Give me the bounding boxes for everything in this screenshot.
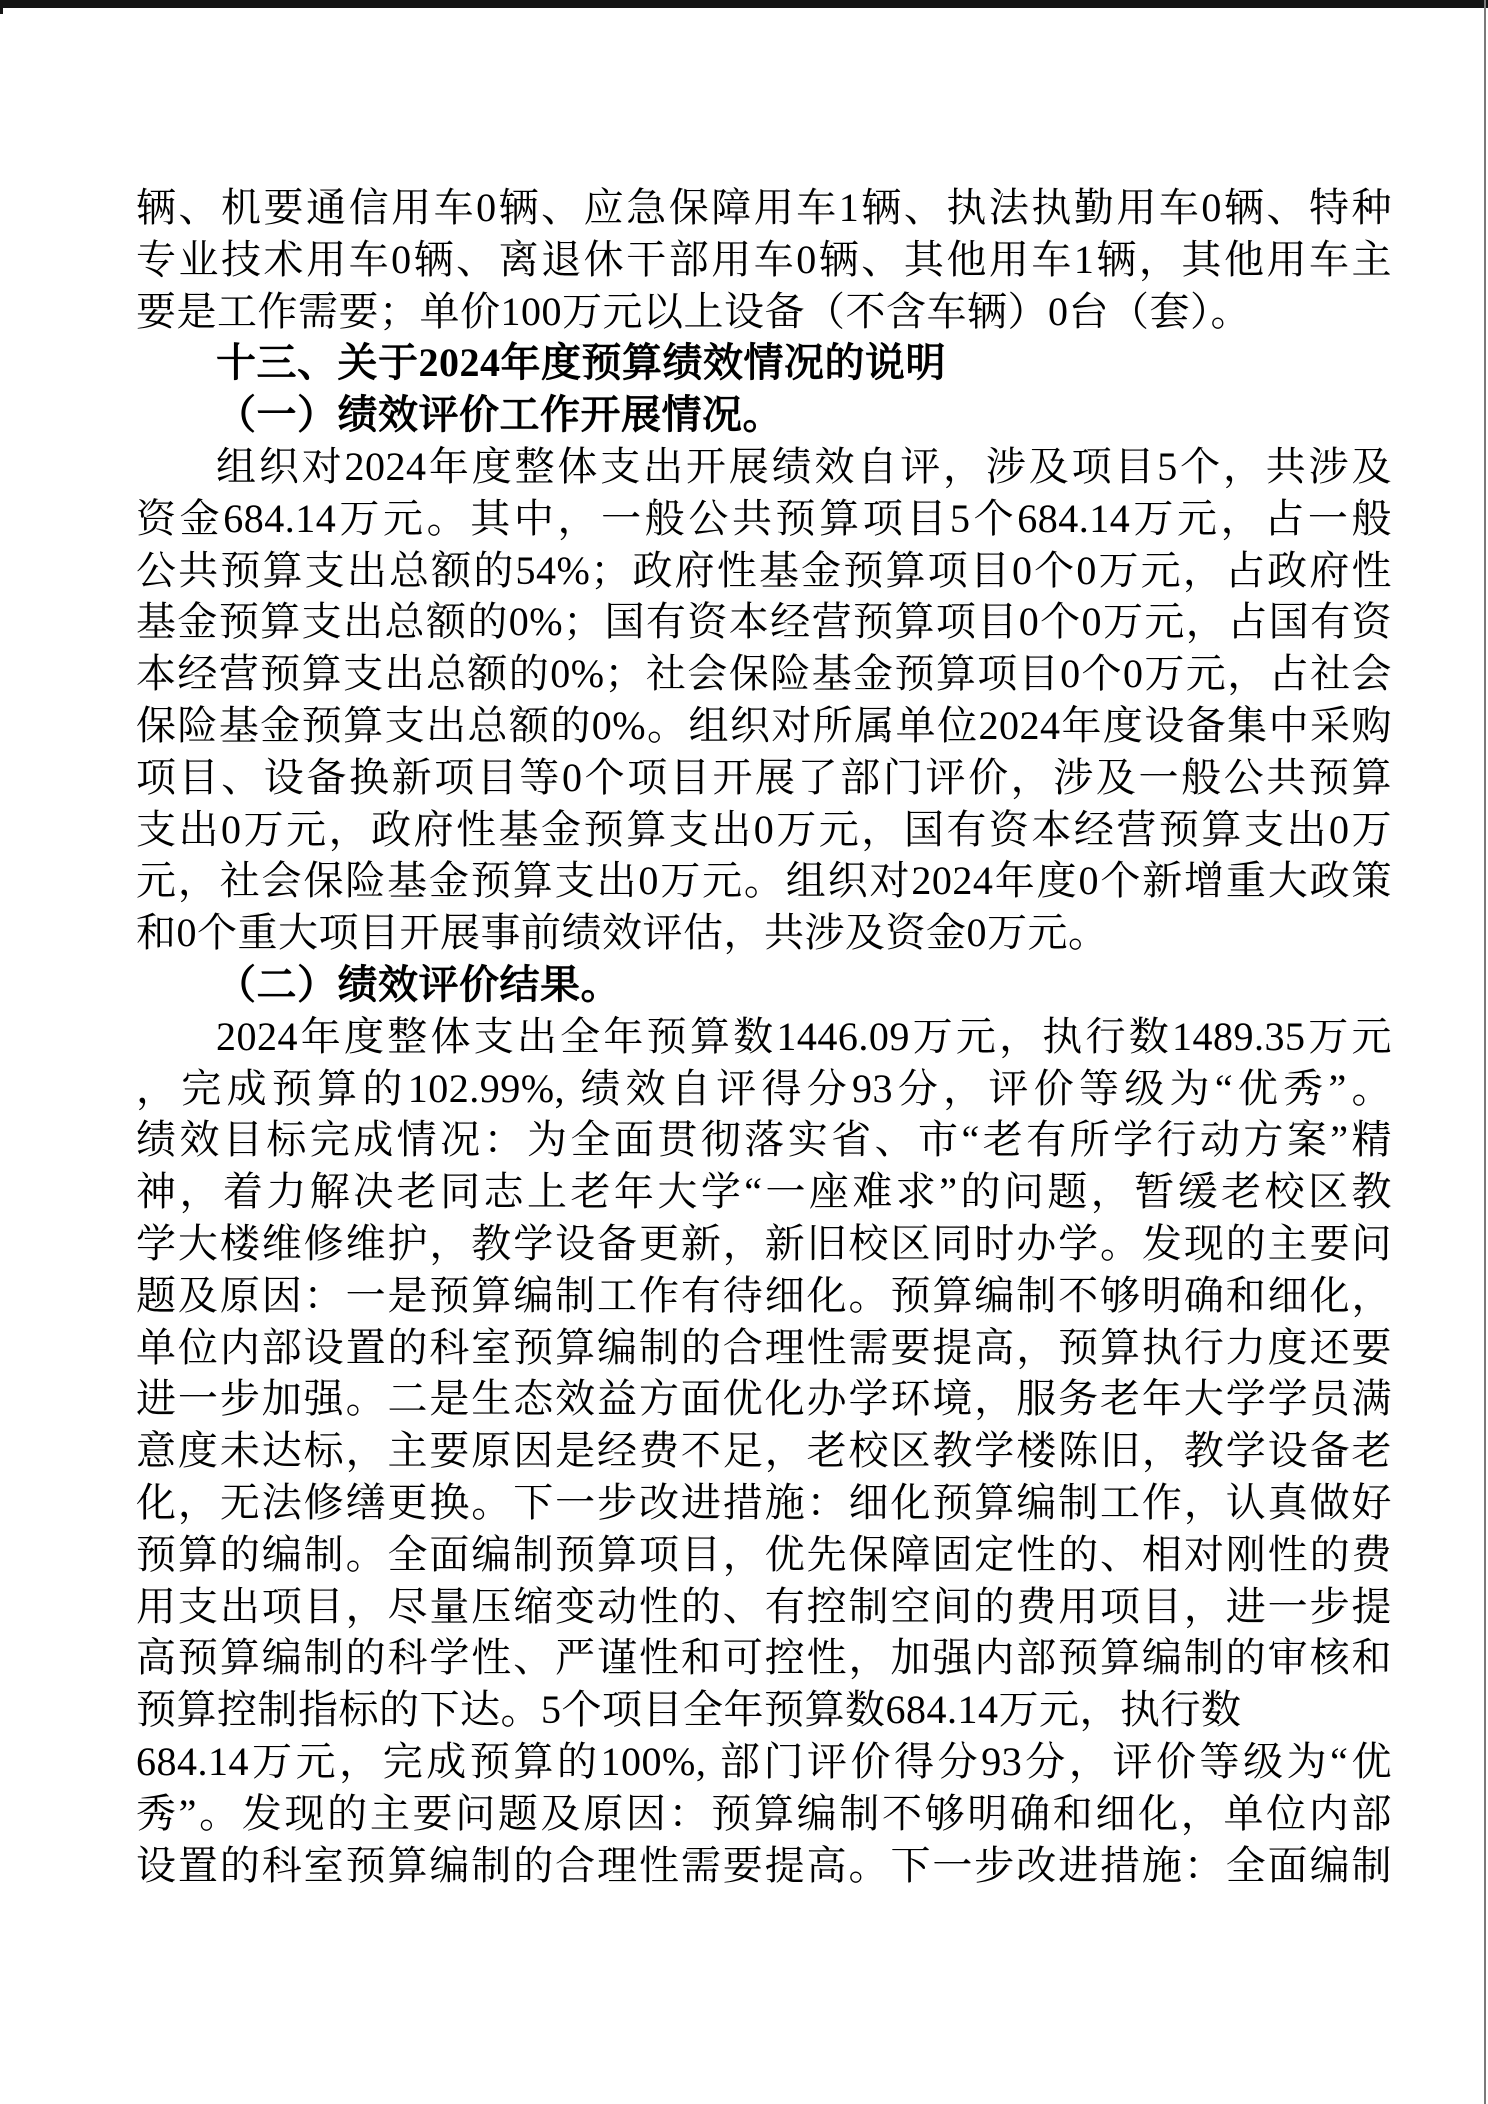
text-line: 预算的编制。全面编制预算项目，优先保障固定性的、相对刚性的费 (136, 1531, 1392, 1577)
text-line: 本经营预算支出总额的0%；社会保险基金预算项目0个0万元，占社会 (136, 651, 1392, 697)
text-line: 支出0万元，政府性基金预算支出0万元，国有资本经营预算支出0万 (136, 806, 1392, 852)
text-line: 化，无法修缮更换。下一步改进措施：细化预算编制工作，认真做好 (136, 1479, 1392, 1525)
text-line: 要是工作需要；单价100万元以上设备（不含车辆）0台（套）。 (136, 288, 1251, 334)
document-body (136, 182, 1392, 1891)
text-line: ，完成预算的102.99%, 绩效自评得分93分，评价等级为“优秀”。 (136, 1065, 1392, 1111)
text-line: 2024年度整体支出全年预算数1446.09万元，执行数1489.35万元 (216, 1013, 1392, 1059)
text-line: 单位内部设置的科室预算编制的合理性需要提高，预算执行力度还要 (136, 1324, 1392, 1370)
scan-border-left-notch (0, 0, 3, 14)
text-line: 资金684.14万元。其中，一般公共预算项目5个684.14万元，占一般 (136, 495, 1392, 541)
text-line: 项目、设备换新项目等0个项目开展了部门评价，涉及一般公共预算 (136, 754, 1392, 800)
text-line: 神，着力解决老同志上老年大学“一座难求”的问题，暂缓老校区教 (136, 1169, 1392, 1215)
text-line: 专业技术用车0辆、离退休干部用车0辆、其他用车1辆，其他用车主 (136, 236, 1392, 282)
section-heading: 十三、关于2024年度预算绩效情况的说明 (216, 340, 946, 386)
section-heading: （二）绩效评价结果。 (216, 961, 621, 1007)
scan-border-top (0, 0, 1488, 8)
text-line: 基金预算支出总额的0%；国有资本经营预算项目0个0万元，占国有资 (136, 599, 1392, 645)
text-line: 684.14万元，完成预算的100%, 部门评价得分93分，评价等级为“优 (136, 1738, 1392, 1784)
text-line: 用支出项目，尽量压缩变动性的、有控制空间的费用项目，进一步提 (136, 1583, 1392, 1629)
text-line: 学大楼维修维护，教学设备更新，新旧校区同时办学。发现的主要问 (136, 1220, 1392, 1266)
text-line: 元，社会保险基金预算支出0万元。组织对2024年度0个新增重大政策 (136, 858, 1392, 904)
text-line: 进一步加强。二是生态效益方面优化办学环境，服务老年大学学员满 (136, 1376, 1392, 1422)
text-line: 组织对2024年度整体支出开展绩效自评，涉及项目5个，共涉及 (216, 443, 1392, 489)
scan-border-right (1484, 0, 1486, 2104)
section-heading: （一）绩效评价工作开展情况。 (216, 392, 783, 438)
text-line: 高预算编制的科学性、严谨性和可控性，加强内部预算编制的审核和 (136, 1635, 1392, 1681)
text-line: 意度未达标，主要原因是经费不足，老校区教学楼陈旧，教学设备老 (136, 1428, 1392, 1474)
text-line: 绩效目标完成情况：为全面贯彻落实省、市“老有所学行动方案”精 (136, 1117, 1392, 1163)
text-line: 设置的科室预算编制的合理性需要提高。下一步改进措施：全面编制 (136, 1842, 1392, 1888)
text-line: 预算控制指标的下达。5个项目全年预算数684.14万元，执行数 (136, 1687, 1242, 1733)
text-line: 题及原因：一是预算编制工作有待细化。预算编制不够明确和细化， (136, 1272, 1392, 1318)
text-line: 公共预算支出总额的54%；政府性基金预算项目0个0万元，占政府性 (136, 547, 1392, 593)
text-line: 秀”。发现的主要问题及原因：预算编制不够明确和细化，单位内部 (136, 1790, 1392, 1836)
text-line: 辆、机要通信用车0辆、应急保障用车1辆、执法执勤用车0辆、特种 (136, 185, 1392, 230)
text-line: 保险基金预算支出总额的0%。组织对所属单位2024年度设备集中采购 (136, 702, 1392, 748)
text-line: 和0个重大项目开展事前绩效评估，共涉及资金0万元。 (136, 910, 1109, 956)
